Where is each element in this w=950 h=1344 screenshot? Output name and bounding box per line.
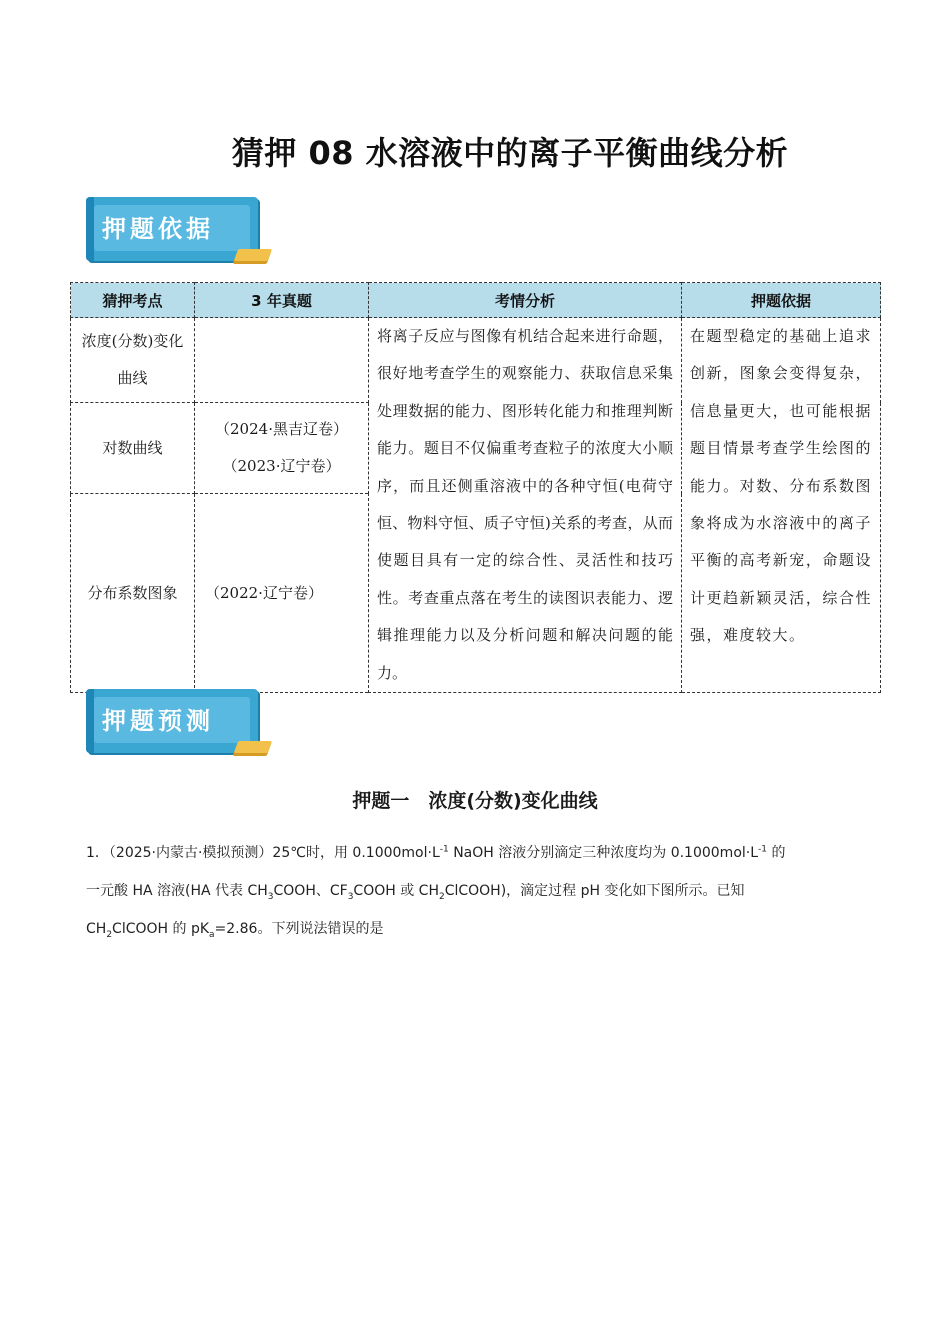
question-text: 一元酸 HA 溶液(HA 代表 CH [86, 883, 268, 899]
banner-label: 押题依据 [102, 215, 214, 243]
question-text: 1．（2025·内蒙古·模拟预测）25℃时，用 0.1000mol·L [86, 845, 440, 861]
book-icon [234, 741, 272, 753]
subscript: 2 [438, 891, 445, 902]
years-cell: （2022·辽宁卷） [195, 494, 369, 693]
question-line [86, 842, 866, 862]
year-item: （2024·黑吉辽卷） [215, 420, 348, 439]
years-cell [195, 403, 369, 494]
question-line [86, 880, 866, 902]
question-text: CH [86, 921, 107, 937]
question-text: NaOH 溶液分别滴定三种浓度均为 0.1000mol·L [448, 845, 759, 861]
section-banner-prediction [86, 689, 272, 755]
question-text: COOH 或 CH [353, 883, 439, 899]
analysis-cell: 将离子反应与图像有机结合起来进行命题，很好地考查学生的观察能力、获取信息采集处理数据的能力、图形转化能力和推理判断能力。题目不仅偏重考查粒子的浓度大小顺序，而且还侧重溶液中的各种守恒(电荷守恒、物料守恒、质子守恒)关系的考查，从而使题目具有一定的综合性、灵活性和技巧性。考查重点落在考生的读图识表能力、逻辑推理能力以及分析问题和解决问题的能力。 [369, 318, 682, 693]
section-heading: 押题一 浓度(分数)变化曲线 [352, 790, 598, 812]
subscript: a [209, 929, 215, 940]
question-text: ClCOOH)，滴定过程 pH 变化如下图所示。已知 [444, 883, 745, 899]
banner-label: 押题预测 [102, 707, 214, 735]
point-cell: 分布系数图象 [71, 494, 195, 693]
year-item: （2023·辽宁卷） [222, 457, 341, 476]
table-row [71, 318, 881, 403]
question-text: ClCOOH 的 pK [112, 921, 210, 937]
subscript: 2 [106, 929, 113, 940]
header-cell: 猜押考点 [71, 283, 195, 318]
table-header-row [71, 283, 881, 318]
question-text: =2.86。下列说法错误的是 [214, 921, 384, 937]
subscript: 3 [347, 891, 354, 902]
question-text: COOH、CF [273, 883, 348, 899]
section-banner-basis [86, 197, 272, 263]
question-line [86, 918, 866, 940]
point-cell: 对数曲线 [71, 403, 195, 494]
superscript: -1 [439, 844, 449, 855]
exam-analysis-table [70, 282, 881, 693]
years-cell [195, 318, 369, 403]
header-cell: 考情分析 [369, 283, 682, 318]
subscript: 3 [267, 891, 274, 902]
book-icon [234, 249, 272, 261]
basis-cell: 在题型稳定的基础上追求创新，图象会变得复杂，信息量更大，也可能根据题目情景考查学生绘图的能力。对数、分布系数图象将成为水溶液中的离子平衡的高考新宠，命题设计更趋新颖灵活，综合性强，难度较大。 [682, 318, 881, 693]
point-cell: 浓度(分数)变化曲线 [71, 318, 195, 403]
question-text: 的 [767, 845, 786, 861]
superscript: -1 [758, 844, 768, 855]
header-cell: 押题依据 [682, 283, 881, 318]
header-cell: 3 年真题 [195, 283, 369, 318]
page-title: 猜押 08 水溶液中的离子平衡曲线分析 [231, 134, 789, 172]
